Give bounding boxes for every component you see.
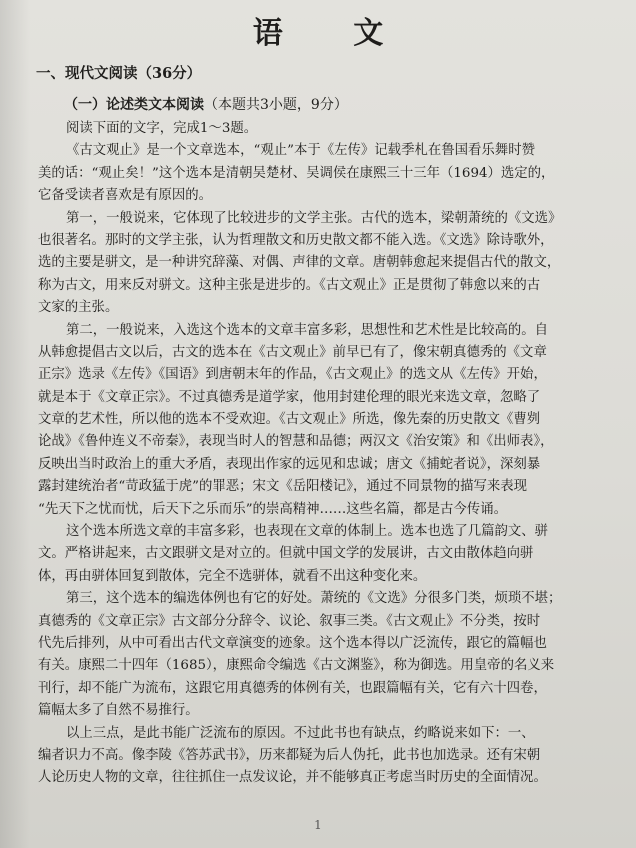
passage-line: 它备受读者喜欢是有原因的。 <box>38 188 213 204</box>
subsection-heading <box>64 95 348 115</box>
passage-line: 第三，这个选本的编选体例也有它的好处。萧统的《文选》分很多门类，烦琐不堪； <box>66 591 562 607</box>
page-number: 1 <box>314 818 322 832</box>
passage-line: 反映出当时政治上的重大矛盾，表现出作家的远见和忠诚；唐文《捕蛇者说》，深刻暴 <box>38 456 541 472</box>
passage-line: 人论历史人物的文章，往往抓住一点发议论，并不能够真正考虑当时历史的全面情况。 <box>38 770 547 786</box>
passage-line: 这个选本所选文章的丰富多彩，也表现在文章的体制上。选本也选了几篇韵文、骈 <box>66 524 549 540</box>
passage-line: 以上三点，是此书能广泛流布的原因。不过此书也有缺点，约略说来如下：一、 <box>66 725 535 741</box>
passage-line: 正宗》选录《左传》《国语》到唐朝末年的作品，《古文观止》的选文从《左传》开始， <box>38 367 547 383</box>
passage-line: 第一，一般说来，它体现了比较进步的文学主张。古代的选本，梁朝萧统的《文选》 <box>66 210 562 226</box>
passage-line: 称为古文，用来反对骈文。这种主张是进步的。《古文观止》正是贯彻了韩愈以来的古 <box>38 277 541 293</box>
passage-line: 第二，一般说来，入选这个选本的文章丰富多彩，思想性和艺术性是比较高的。自 <box>66 322 549 338</box>
passage-line: 美的话：“观止矣！”这个选本是清朝吴楚材、吴调侯在康熙三十三年（1694）选定的， <box>38 165 555 181</box>
passage-line: 论战》《鲁仲连义不帝秦》，表现当时人的智慧和品德；两汉文《治安策》和《出师表》， <box>38 434 554 450</box>
passage-line: 文章的艺术性，所以他的选本不受欢迎。《古文观止》所选，像先秦的历史散文《曹刿 <box>38 412 541 428</box>
passage-line: 体，再由骈体回复到散体，完全不选骈体，就看不出这种变化来。 <box>38 568 427 584</box>
passage-line: 就是本于《文章正宗》。不过真德秀是道学家，他用封建伦理的眼光来选文章，忽略了 <box>38 389 541 405</box>
section-heading: 一、现代文阅读（36分） <box>36 65 202 82</box>
passage-line: 篇幅太多了自然不易推行。 <box>38 703 199 719</box>
instruction-line: 阅读下面的文字，完成1～3题。 <box>66 121 258 136</box>
passage-line: 露封建统治者“苛政猛于虎”的罪恶；宋文《岳阳楼记》，通过不同景物的描写来表现 <box>38 479 528 495</box>
passage-line: “先天下之忧而忧，后天下之乐而乐”的崇高精神……这些名篇，都是古今传诵。 <box>38 501 507 517</box>
subsection-label: （一）论述类文本阅读 <box>64 97 204 113</box>
passage-line: 真德秀的《文章正宗》古文部分分辞令、议论、叙事三类。《古文观止》不分类，按时 <box>38 613 541 629</box>
page-shadow <box>0 0 30 848</box>
passage-line: 选的主要是骈文，是一种讲究辞藻、对偶、声律的文章。唐朝韩愈起来提倡古代的散文， <box>38 255 561 271</box>
page-title: 语 文 <box>252 16 414 51</box>
passage-line: 有关。康熙二十四年（1685），康熙命令编选《古文渊鉴》，称为御选。用皇帝的名义来 <box>38 658 555 674</box>
passage-line: 编者识力不高。像李陵《答苏武书》，历来都疑为后人伪托，此书也加选录。还有宋朝 <box>38 747 541 763</box>
subsection-note: （本题共3小题，9分） <box>204 97 348 113</box>
passage-line: 刊行，却不能广为流布，这跟它用真德秀的体例有关，也跟篇幅有关，它有六十四卷， <box>38 680 547 696</box>
passage-line: 从韩愈提倡古文以后，古文的选本在《古文观止》前早已有了，像宋朝真德秀的《文章 <box>38 344 547 360</box>
passage-line: 也很著名。那时的文学主张，认为哲理散文和历史散文都不能入选。《文选》除诗歌外， <box>38 232 554 248</box>
passage-line: 代先后排列，从中可看出古代文章演变的迹象。这个选本得以广泛流传，跟它的篇幅也 <box>38 635 547 651</box>
passage-line: 文。严格讲起来，古文跟骈文是对立的。但就中国文学的发展讲，古文由散体趋向骈 <box>38 546 534 562</box>
passage-line: 《古文观止》是一个文章选本，“观止”本于《左传》记载季札在鲁国看乐舞时赞 <box>66 143 535 159</box>
reading-passage <box>38 118 604 790</box>
passage-line: 文家的主张。 <box>38 300 119 316</box>
